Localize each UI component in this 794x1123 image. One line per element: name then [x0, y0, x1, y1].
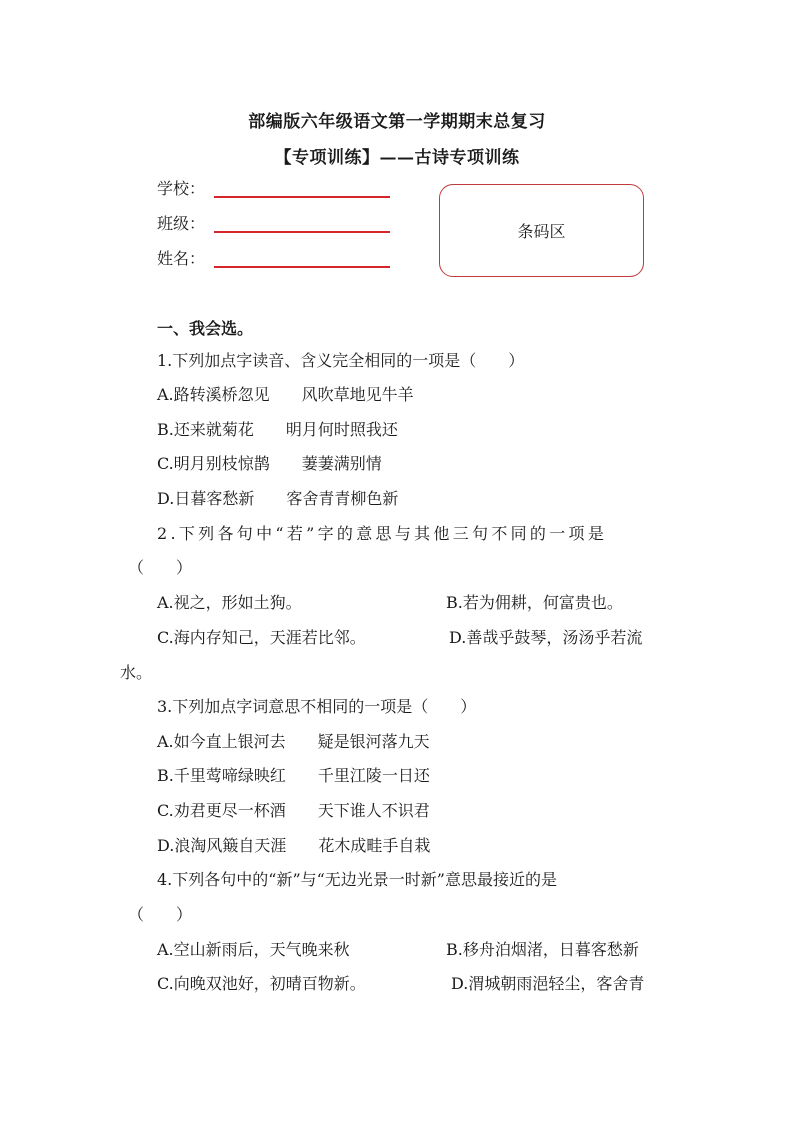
question-1-option-b: B.还来就菊花 明月何时照我还 — [157, 420, 398, 439]
question-2-option-d-continued: 水。 — [120, 663, 153, 682]
question-4-option-b: B.移舟泊烟渚，日暮客愁新 — [446, 940, 639, 959]
class-underline[interactable] — [214, 231, 390, 233]
name-label: 姓名： — [157, 249, 206, 268]
question-2-option-b: B.若为佣耕，何富贵也。 — [446, 593, 623, 612]
question-1-option-d: D.日暮客愁新 客舍青青柳色新 — [157, 489, 399, 508]
question-3-option-d: D.浪淘风簸自天涯 花木成畦手自栽 — [157, 836, 431, 855]
barcode-area — [439, 184, 644, 277]
question-3-option-a: A.如今直上银河去 疑是银河落九天 — [157, 732, 430, 751]
question-4-option-a: A.空山新雨后，天气晚来秋 — [157, 940, 350, 959]
question-4-stem: 4.下列各句中的“新”与“无边光景一时新”意思最接近的是 — [157, 870, 557, 889]
question-4-option-c: C.向晚双池好，初晴百物新。 — [157, 974, 366, 993]
section-title: 一、我会选。 — [157, 319, 254, 338]
question-2-option-a: A.视之，形如土狗。 — [157, 593, 302, 612]
question-4-option-d: D.渭城朝雨浥轻尘，客舍青 — [451, 974, 645, 993]
question-1-option-a: A.路转溪桥忽见 风吹草地见牛羊 — [157, 385, 414, 404]
name-underline[interactable] — [214, 266, 390, 268]
question-1-option-c: C.明月别枝惊鹊 萋萋满别情 — [157, 454, 382, 473]
question-2-paren: （ ） — [128, 558, 193, 577]
class-field[interactable] — [157, 211, 213, 235]
question-3-option-b: B.千里莺啼绿映红 千里江陵一日还 — [157, 766, 430, 785]
class-label: 班级： — [157, 214, 206, 233]
question-1-stem: 1.下列加点字读音、含义完全相同的一项是（ ） — [157, 351, 525, 370]
question-4-paren: （ ） — [128, 905, 193, 924]
question-2-stem: 2.下列各句中“若”字的意思与其他三句不同的一项是 — [157, 524, 608, 543]
document-subtitle: 【专项训练】——古诗专项训练 — [274, 148, 520, 168]
barcode-label: 条码区 — [517, 222, 566, 241]
school-underline[interactable] — [214, 196, 390, 198]
question-2-option-c: C.海内存知己，天涯若比邻。 — [157, 628, 366, 647]
question-3-stem: 3.下列加点字词意思不相同的一项是（ ） — [157, 697, 477, 716]
school-field[interactable] — [157, 176, 213, 200]
document-title: 部编版六年级语文第一学期期末总复习 — [248, 112, 546, 132]
name-field[interactable] — [157, 246, 213, 270]
question-2-option-d: D.善哉乎鼓琴，汤汤乎若流 — [449, 628, 643, 647]
question-3-option-c: C.劝君更尽一杯酒 天下谁人不识君 — [157, 801, 430, 820]
school-label: 学校： — [157, 179, 206, 198]
